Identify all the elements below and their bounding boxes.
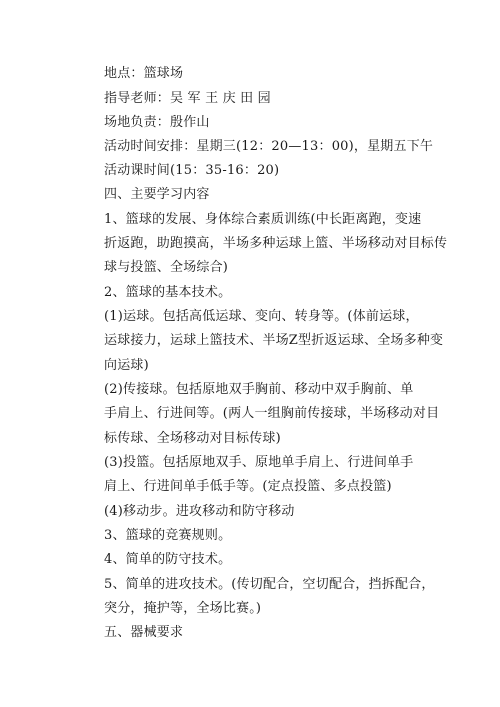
location-line: 地点：篮球场: [104, 66, 184, 81]
shooting-line-1: (3)投篮。包括原地双手、原地单手肩上、行进间单手: [104, 455, 414, 470]
instructor-line: 指导老师：吴 军 王 庆 田 园: [104, 91, 271, 106]
item-3-line: 3、篮球的竞赛规则。: [104, 528, 232, 543]
item-2-heading: 2、篮球的基本技术。: [104, 285, 232, 300]
schedule-line-1: 活动时间安排：星期三(12：20—13：00)，星期五下午: [104, 139, 434, 154]
item-1-line-2: 折返跑，助跑摸高，半场多种运球上篮、半场移动对目标传: [104, 236, 448, 251]
dribble-line-3: 向运球): [104, 358, 149, 373]
footwork-line: (4)移动步。进攻移动和防守移动: [104, 504, 295, 519]
item-1-line-3: 球与投篮、全场综合): [104, 260, 229, 275]
shooting-line-2: 肩上、行进间单手低手等。(定点投篮、多点投篮): [104, 479, 392, 494]
passing-line-2: 手肩上、行进间等。(两人一组胸前传接球，半场移动对目: [104, 406, 440, 421]
venue-manager-line: 场地负责：殷作山: [104, 115, 210, 130]
item-5-line-2: 突分，掩护等，全场比赛。): [104, 601, 262, 616]
schedule-line-2: 活动课时间(15：35-16：20): [104, 163, 280, 178]
section-five-heading: 五、器械要求: [104, 625, 184, 640]
passing-line-1: (2)传接球。包括原地双手胸前、移动中双手胸前、单: [104, 382, 414, 397]
section-four-heading: 四、主要学习内容: [104, 187, 210, 202]
dribble-line-1: (1)运球。包括高低运球、变向、转身等。(体前运球，: [104, 309, 419, 324]
item-5-line-1: 5、简单的进攻技术。(传切配合，空切配合，挡拆配合，: [104, 577, 435, 592]
item-4-line: 4、简单的防守技术。: [104, 552, 232, 567]
dribble-line-2: 运球接力，运球上篮技术、半场Z型折返运球、全场多种变: [104, 333, 444, 348]
item-1-line-1: 1、篮球的发展、身体综合素质训练(中长距离跑，变速: [104, 212, 422, 227]
passing-line-3: 标传球、全场移动对目标传球): [104, 431, 281, 446]
